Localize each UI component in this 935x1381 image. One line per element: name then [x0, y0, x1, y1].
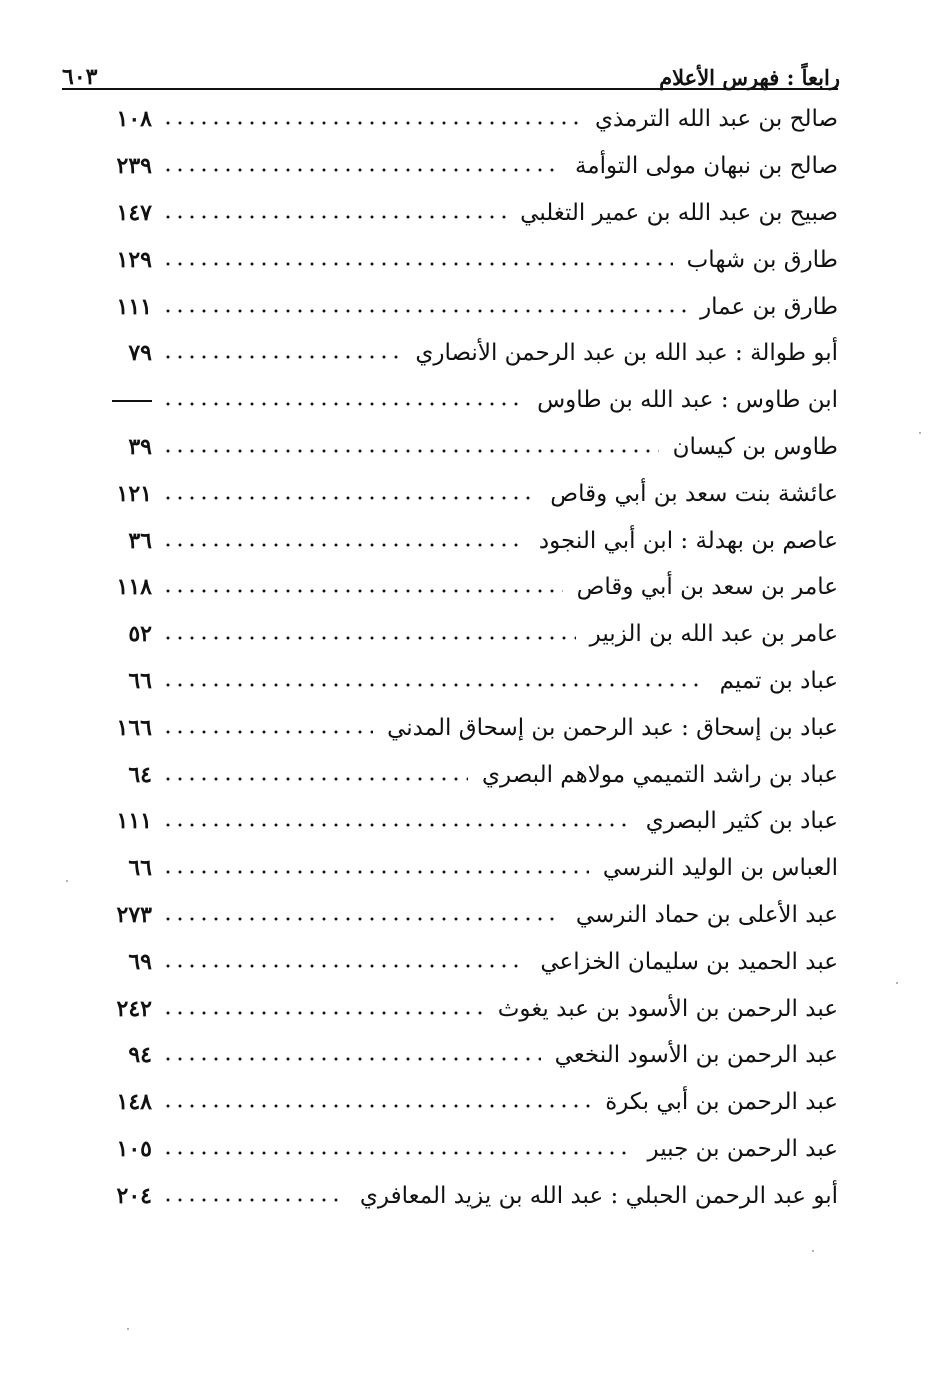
index-entry: [92, 330, 838, 377]
entry-page-number: ٢٠٤: [116, 1182, 152, 1209]
entry-name: صالح بن عبد الله الترمذي: [594, 106, 838, 133]
dot-leader: [162, 916, 562, 922]
dot-leader: [162, 635, 576, 641]
entry-page-number: ٣٦: [128, 527, 152, 554]
entry-page-number: ٥٢: [128, 621, 152, 648]
dot-leader: [162, 729, 373, 735]
dot-leader: [162, 1056, 541, 1062]
dot-leader: [162, 588, 563, 594]
entry-name: عبد الرحمن بن أبي بكرة: [605, 1089, 838, 1116]
entry-page-number: ١١١: [116, 293, 152, 320]
entry-name: عامر بن عبد الله بن الزبير: [589, 621, 838, 648]
entry-page-number: ٩٤: [128, 1042, 152, 1069]
dot-leader: [162, 308, 686, 314]
entry-page-number: ١٤٧: [116, 199, 152, 226]
entry-name: عاصم بن بهدلة : ابن أبي النجود: [538, 527, 838, 554]
entry-page-number: ٢٧٣: [116, 901, 152, 928]
dot-leader: [162, 120, 581, 126]
entry-page-number: ٣٩: [128, 433, 152, 460]
entry-page-number: ١٠٥: [116, 1135, 152, 1162]
entry-page-number: ٢٤٢: [116, 995, 152, 1022]
dot-leader: [162, 542, 525, 548]
entry-page-number: ١٢١: [116, 480, 152, 507]
entry-name: أبو طوالة : عبد الله بن عبد الرحمن الأنصاري: [415, 340, 838, 367]
dot-leader: [162, 261, 673, 267]
entry-page-number: ٢٣٩: [116, 153, 152, 180]
index-entry: [92, 377, 838, 424]
entry-page-number: ١١١: [116, 808, 152, 835]
scan-speck: [127, 1328, 129, 1330]
index-entry: [92, 985, 838, 1032]
dot-leader: [162, 682, 706, 688]
dot-leader: [162, 1150, 634, 1156]
entry-page-number: ١٤٨: [116, 1089, 152, 1116]
dot-leader: [162, 1010, 484, 1016]
index-entry: [92, 845, 838, 892]
index-entry: [92, 190, 838, 237]
index-entry: [92, 96, 838, 143]
index-entry: [92, 892, 838, 939]
index-entry: [92, 704, 838, 751]
entry-name: طاوس بن كيسان: [672, 433, 838, 460]
entry-name: عباد بن راشد التميمي مولاهم البصري: [482, 761, 838, 788]
index-entry: [92, 611, 838, 658]
dot-leader: [162, 495, 536, 501]
scan-speck: [896, 982, 898, 984]
index-entry: [92, 517, 838, 564]
entry-page-number: [92, 387, 152, 413]
dot-leader: [162, 401, 523, 407]
entry-page-number: ٦٤: [128, 761, 152, 788]
dot-leader: [162, 354, 401, 360]
entry-page-number: ١١٨: [116, 574, 152, 601]
scan-speck: [66, 880, 68, 882]
index-entry: [92, 1126, 838, 1173]
index-entry: [92, 283, 838, 330]
index-entry: [92, 1079, 838, 1126]
entry-name: صبيح بن عبد الله بن عمير التغلبي: [520, 199, 838, 226]
entry-page-number: ١٠٨: [116, 106, 152, 133]
entry-name: عبد الأعلى بن حماد النرسي: [575, 901, 838, 928]
entry-name: عباد بن كثير البصري: [645, 808, 838, 835]
dot-leader: [162, 448, 659, 454]
index-entry: [92, 1172, 838, 1219]
entry-page-number: ٦٩: [128, 948, 152, 975]
dot-leader: [162, 167, 561, 173]
entry-page-number: ٦٦: [128, 667, 152, 694]
entry-page-number: ٦٦: [128, 855, 152, 882]
entry-name: صالح بن نبهان مولى التوأمة: [574, 153, 838, 180]
entry-name: عبد الحميد بن سليمان الخزاعي: [540, 948, 838, 975]
dot-leader: [162, 1103, 591, 1109]
entry-name: عبد الرحمن بن الأسود بن عبد يغوث: [497, 995, 838, 1022]
entry-page-number: ١٢٩: [116, 246, 152, 273]
page-number: ٦٠٣: [62, 63, 98, 90]
entry-name: ابن طاوس : عبد الله بن طاوس: [537, 387, 838, 414]
index-entry: [92, 470, 838, 517]
index-entry: [92, 236, 838, 283]
entry-name: عبد الرحمن بن الأسود النخعي: [554, 1042, 838, 1069]
index-entries: [92, 96, 838, 1219]
dot-leader: [162, 869, 589, 875]
entry-name: طارق بن عمار: [700, 293, 838, 320]
entry-name: عامر بن سعد بن أبي وقاص: [576, 574, 838, 601]
entry-name: عباد بن إسحاق : عبد الرحمن بن إسحاق المدني: [387, 714, 838, 741]
section-title: رابعاً : فهرس الأعلام: [659, 64, 840, 90]
index-entry: [92, 751, 838, 798]
index-entry: [92, 564, 838, 611]
dot-leader: [162, 822, 632, 828]
index-entry: [92, 424, 838, 471]
index-entry: [92, 143, 838, 190]
entry-name: أبو عبد الرحمن الحبلي : عبد الله بن يزيد المعافري: [359, 1182, 838, 1209]
entry-page-number: ٧٩: [128, 340, 152, 367]
dot-leader: [162, 776, 468, 782]
entry-name: طارق بن شهاب: [686, 246, 838, 273]
index-entry: [92, 1032, 838, 1079]
header-rule: [62, 88, 838, 90]
entry-name: عبد الرحمن بن جبير: [647, 1135, 838, 1162]
no-page-dash: [112, 400, 152, 402]
running-header: [62, 52, 840, 90]
entry-page-number: ١٦٦: [116, 714, 152, 741]
entry-name: العباس بن الوليد النرسي: [602, 855, 838, 882]
entry-name: عائشة بنت سعد بن أبي وقاص: [550, 480, 838, 507]
index-entry: [92, 658, 838, 705]
dot-leader: [162, 963, 526, 969]
index-entry: [92, 798, 838, 845]
index-entry: [92, 938, 838, 985]
dot-leader: [162, 214, 506, 220]
scan-speck: [919, 432, 921, 434]
dot-leader: [162, 1197, 346, 1203]
entry-name: عباد بن تميم: [719, 667, 838, 694]
scan-speck: [812, 1250, 814, 1252]
